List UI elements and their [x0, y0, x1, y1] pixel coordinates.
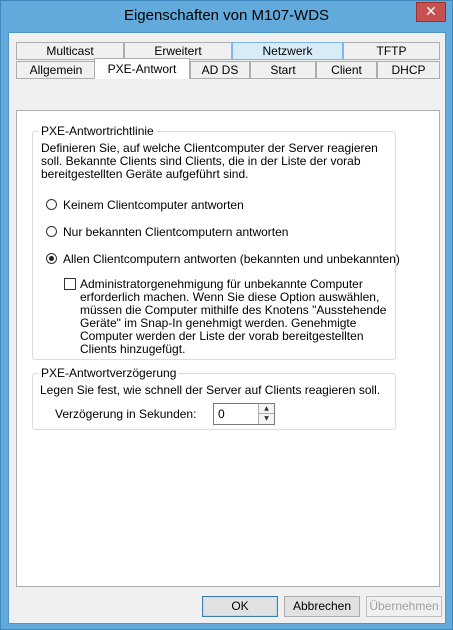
pxe-response-panel	[16, 110, 440, 587]
ok-button[interactable]: OK	[202, 596, 278, 617]
radio-button-known[interactable]	[46, 226, 57, 237]
tab-client[interactable]: Client	[316, 61, 377, 79]
delay-seconds-stepper[interactable]	[213, 403, 275, 425]
pxe-response-policy-group	[32, 124, 400, 360]
spin-down-icon[interactable]: ▼	[258, 414, 274, 424]
spin-up-icon[interactable]: ▲	[258, 404, 274, 414]
policy-group-legend: PXE-Antwortrichtlinie	[41, 124, 154, 138]
approval-label[interactable]: Administratorgenehmigung für unbekannte Computer erforderlich machen. Wenn Sie diese Option auswählen, müssen die Computer mithilfe des Knotens "Ausstehende Geräte" im Snap-In genehmigt werden. Genehmigte Computer werden der Liste der vorab bereitgestellten Clients hinzugefügt.	[80, 277, 387, 356]
radio-label-all: Allen Clientcomputern antworten (bekannten und unbekannten)	[63, 252, 400, 266]
close-icon: ✕	[425, 4, 437, 20]
delay-group-legend: PXE-Antwortverzögerung	[41, 366, 177, 380]
tab-ad-ds[interactable]: AD DS	[190, 61, 250, 79]
tab-dhcp[interactable]: DHCP	[377, 61, 440, 79]
policy-description: Definieren Sie, auf welche Clientcomputer der Server reagieren soll. Bekannte Clients sind Clients, die in der Liste der vorab bereitgestellten Geräte aufgeführt sind.	[41, 141, 378, 181]
tab-allgemein[interactable]: Allgemein	[16, 61, 96, 79]
tab-pxe-antwort[interactable]: PXE-Antwort	[94, 58, 190, 79]
delay-label: Verzögerung in Sekunden:	[55, 407, 197, 421]
dialog-client-area	[8, 32, 446, 624]
title-bar[interactable]	[1, 1, 452, 33]
tab-start[interactable]: Start	[250, 61, 316, 79]
apply-button[interactable]: Übernehmen	[366, 596, 442, 617]
approval-checkbox[interactable]	[64, 278, 76, 290]
close-button[interactable]	[416, 2, 446, 22]
delay-seconds-input[interactable]: 0	[218, 407, 225, 421]
window-title: Eigenschaften von M107-WDS	[123, 7, 330, 24]
radio-button-none[interactable]	[46, 199, 57, 210]
radio-label-known: Nur bekannten Clientcomputern antworten	[63, 225, 289, 239]
delay-description: Legen Sie fest, wie schnell der Server auf Clients reagieren soll.	[40, 383, 381, 397]
tab-erweitert[interactable]: Erweitert	[124, 42, 232, 60]
tab-tftp[interactable]: TFTP	[343, 42, 440, 60]
radio-button-all[interactable]	[46, 253, 57, 264]
tab-multicast[interactable]: Multicast	[16, 42, 124, 60]
radio-label-none: Keinem Clientcomputer antworten	[63, 198, 244, 212]
cancel-button[interactable]: Abbrechen	[284, 596, 360, 617]
tab-netzwerk[interactable]: Netzwerk	[232, 42, 343, 60]
pxe-response-delay-group	[32, 366, 396, 430]
